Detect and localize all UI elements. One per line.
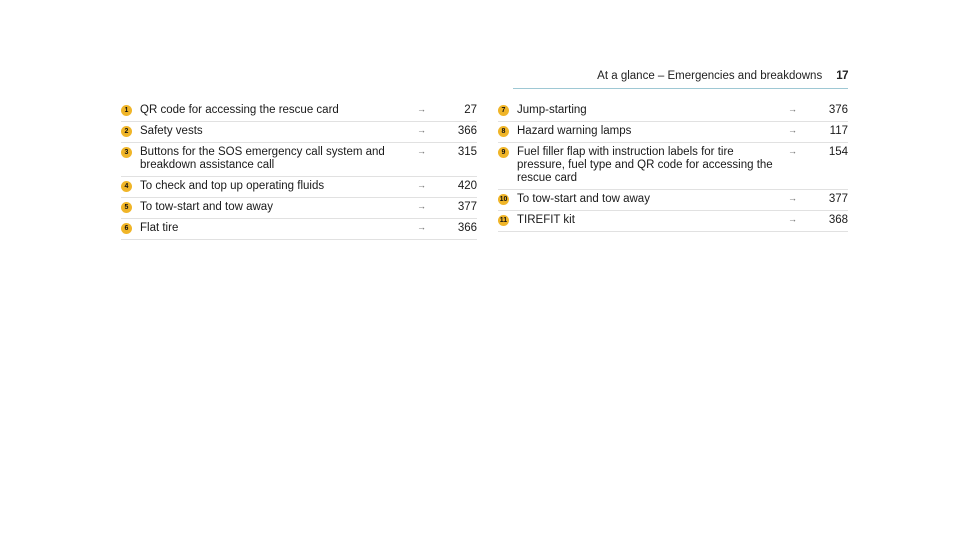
list-item — [121, 198, 477, 219]
list-item — [498, 122, 848, 143]
page-reference[interactable]: 377 — [457, 201, 477, 213]
arrow-right-icon: → — [417, 201, 426, 211]
arrow-right-icon: → — [788, 146, 797, 156]
list-item — [498, 143, 848, 190]
list-item — [121, 122, 477, 143]
page-reference[interactable]: 117 — [829, 125, 848, 137]
page-reference[interactable]: 315 — [457, 146, 477, 158]
page-reference[interactable]: 420 — [457, 180, 477, 192]
page-reference[interactable]: 376 — [828, 104, 848, 116]
item-label: TIREFIT kit — [517, 214, 575, 226]
arrow-right-icon: → — [788, 104, 797, 114]
item-number-badge: 7 — [498, 105, 509, 116]
item-number-badge: 4 — [121, 181, 132, 192]
header-divider — [513, 88, 848, 89]
list-item — [121, 143, 477, 177]
arrow-right-icon: → — [417, 180, 426, 190]
item-number-badge: 1 — [121, 105, 132, 116]
list-item — [498, 190, 848, 211]
arrow-right-icon: → — [417, 104, 426, 114]
item-number-badge: 6 — [121, 223, 132, 234]
list-item — [121, 101, 477, 122]
arrow-right-icon: → — [417, 125, 426, 135]
item-label: Jump-starting — [517, 104, 587, 116]
item-label: Safety vests — [140, 125, 203, 137]
item-number-badge: 5 — [121, 202, 132, 213]
arrow-right-icon: → — [788, 214, 797, 224]
item-label: QR code for accessing the rescue card — [140, 104, 339, 116]
page-reference[interactable]: 154 — [828, 146, 848, 158]
page-reference[interactable]: 377 — [828, 193, 848, 205]
page-number: 17 — [836, 70, 848, 82]
arrow-right-icon: → — [417, 222, 426, 232]
item-label: Hazard warning lamps — [517, 125, 632, 137]
item-label: Buttons for the SOS emergency call system and breakdown assistance call — [140, 146, 385, 171]
arrow-right-icon: → — [788, 193, 797, 203]
list-item — [498, 101, 848, 122]
item-label: Fuel filler flap with instruction labels for tire pressure, fuel type and QR code for accessing the rescue card — [517, 146, 773, 184]
item-label: Flat tire — [140, 222, 179, 234]
item-number-badge: 3 — [121, 147, 132, 158]
list-item — [121, 177, 477, 198]
right-column — [498, 101, 848, 232]
item-label: To tow-start and tow away — [140, 201, 273, 213]
page-header — [513, 70, 848, 90]
item-number-badge: 10 — [499, 196, 508, 203]
page-reference[interactable]: 27 — [464, 104, 477, 116]
item-number-badge: 8 — [498, 126, 509, 137]
item-number-badge: 11 — [499, 217, 508, 224]
page-reference[interactable]: 366 — [457, 125, 477, 137]
header-title: At a glance – Emergencies and breakdowns — [597, 70, 823, 82]
arrow-right-icon: → — [417, 146, 426, 156]
item-label: To check and top up operating fluids — [140, 180, 325, 192]
item-number-badge: 9 — [498, 147, 509, 158]
left-column — [121, 101, 477, 240]
item-number-badge: 2 — [121, 126, 132, 137]
arrow-right-icon: → — [788, 125, 797, 135]
page-reference[interactable]: 368 — [828, 214, 848, 226]
item-label: To tow-start and tow away — [517, 193, 650, 205]
list-item — [498, 211, 848, 232]
page-reference[interactable]: 366 — [457, 222, 477, 234]
list-item — [121, 219, 477, 240]
